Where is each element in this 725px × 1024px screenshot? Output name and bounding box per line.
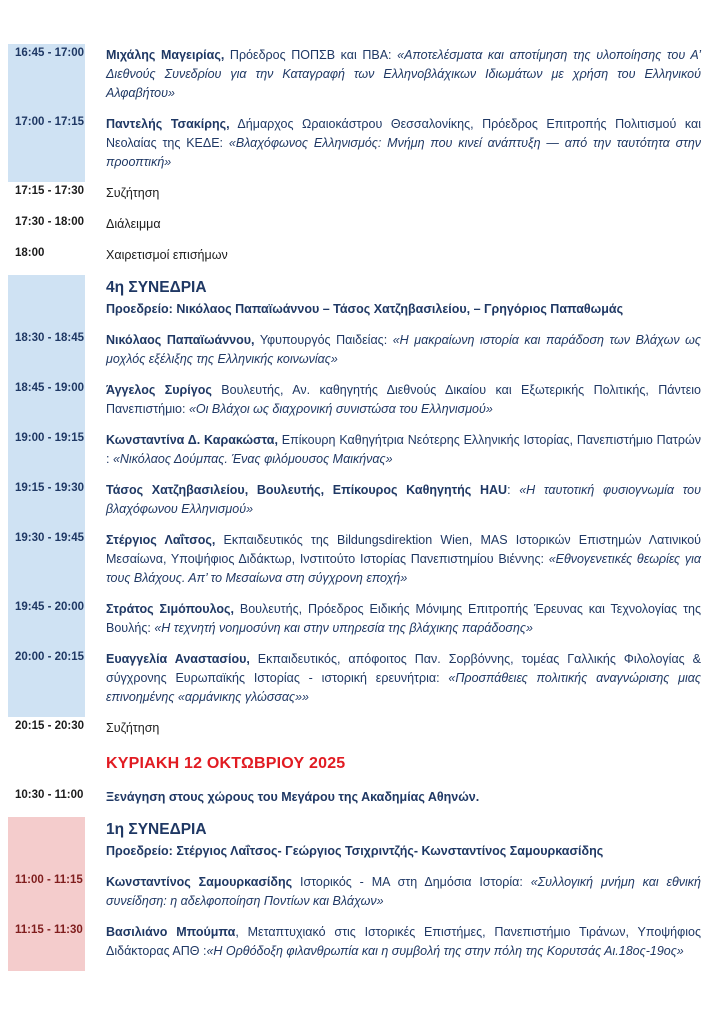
speaker-role: Δήμαρχος Ωραιοκάστρου Θεσσαλονίκης, Πρόεδρος Επιτροπής Πολιτισμού και Νεολαίας της ΚΕΔΕ: (106, 117, 701, 150)
talk-title: «Οι Βλάχοι ως διαχρονική συνιστώσα του Ελληνισμού» (188, 402, 493, 416)
time-label: 17:00 - 17:15 (8, 113, 85, 182)
schedule-row (8, 748, 701, 786)
talk-title: «Εθνογενετικές θεωρίες για τους Βλάχους. Απ’ το Μεσαίωνα στη σύγχρονη εποχή» (106, 552, 701, 585)
schedule-group (8, 275, 701, 717)
row-content (106, 921, 701, 971)
schedule-row (8, 329, 701, 379)
time-label (8, 275, 85, 329)
schedule-row (8, 275, 701, 329)
schedule-group (8, 717, 701, 817)
row-content (106, 275, 701, 329)
row-content (106, 113, 701, 182)
speaker-name: Στέργιος Λαΐτσος, (106, 533, 216, 547)
talk-title: «Νικόλαος Δούμπας. Ένας φιλόμουσος Μαικήνας» (112, 452, 393, 466)
speaker-role: : (507, 483, 520, 497)
talk-title: «Συλλογική μνήμη και εθνική συνείδηση: η αδελφοποίηση Ποντίων και Βλάχων» (106, 875, 701, 908)
time-label: 19:00 - 19:15 (8, 429, 85, 479)
schedule-row (8, 429, 701, 479)
session-title: 4η ΣΥΝΕΔΡΙΑ (106, 279, 207, 296)
talk-title: «Προσπάθειες πολιτικής αναγνώρισης μιας επινοημένης «αρμάνικης γλώσσας»» (106, 671, 701, 704)
schedule-row (8, 44, 701, 113)
time-label: 19:45 - 20:00 (8, 598, 85, 648)
session-title: 1η ΣΥΝΕΔΡΙΑ (106, 821, 207, 838)
time-label: 17:30 - 18:00 (15, 216, 85, 228)
schedule-row (8, 213, 701, 244)
schedule-row (8, 648, 701, 717)
time-label: 19:30 - 19:45 (8, 529, 85, 598)
speaker-role: , Μεταπτυχιακό στις Ιστορικές Επιστήμες, Πανεπιστήμιο Τιράνων, Υποψήφιος Διδάκτορας ΑΠΘ : (106, 925, 701, 958)
row-content (106, 213, 701, 244)
schedule-row (8, 479, 701, 529)
row-content (106, 817, 701, 871)
row-content (106, 379, 701, 429)
talk-title: «Η ταυτοτική φυσιογνωμία του βλαχόφωνου Ελληνισμού» (106, 483, 701, 516)
speaker-name: Άγγελος Συρίγος (106, 383, 212, 397)
schedule-row (8, 786, 701, 817)
date-header: ΚΥΡΙΑΚΗ 12 ΟΚΤΩΒΡΙΟΥ 2025 (106, 755, 346, 772)
row-content (106, 44, 701, 113)
speaker-name: Ευαγγελία Αναστασίου, (106, 652, 250, 666)
speaker-role: Βουλευτής, Αν. καθηγητής Διεθνούς Δικαίου και Εξωτερικής Πολιτικής, Πάντειο Πανεπιστήμιο: (106, 383, 701, 416)
time-label (8, 817, 85, 871)
schedule-row (8, 871, 701, 921)
row-content (106, 717, 701, 748)
talk-title: «Η μακραίωνη ιστορία και παράδοση των Βλάχων ως μοχλός εξέλιξης της Ελληνικής κοινωνίας» (106, 333, 701, 366)
schedule-group (8, 817, 701, 971)
schedule-row (8, 379, 701, 429)
talk-title: «Η τεχνητή νοημοσύνη και στην υπηρεσία της βλάχικης παράδοσης» (154, 621, 533, 635)
speaker-name: Κωνσταντίνος Σαμουρκασίδης (106, 875, 293, 889)
row-text: Διάλειμμα (106, 217, 161, 231)
schedule-group (8, 44, 701, 182)
row-text: Χαιρετισμοί επισήμων (106, 248, 228, 262)
row-text: Συζήτηση (106, 186, 160, 200)
schedule-row (8, 717, 701, 748)
speaker-role: Πρόεδρος ΠΟΠΣΒ και ΠΒΑ: (224, 48, 398, 62)
row-text: Συζήτηση (106, 721, 160, 735)
session-chairs: Προεδρείο: Στέργιος Λαΐτσος- Γεώργιος Τσιχριντζής- Κωνσταντίνος Σαμουρκασίδης (106, 844, 604, 858)
talk-title: «Βλαχόφωνος Ελληνισμός: Μνήμη που κινεί ανάπτυξη — από την ταυτότητα στην προοπτική» (106, 136, 702, 169)
schedule-row (8, 598, 701, 648)
speaker-name: Κωνσταντίνα Δ. Καρακώστα, (106, 433, 278, 447)
speaker-name: Βασιλιάνο Μπούμπα (106, 925, 236, 939)
row-content (106, 329, 701, 379)
schedule-row (8, 921, 701, 971)
speaker-name: Μιχάλης Μαγειρίας, (106, 48, 225, 62)
row-content (106, 182, 701, 213)
row-content (106, 244, 701, 275)
schedule (8, 44, 701, 971)
talk-title: «Αποτελέσματα και αποτίμηση της υλοποίησης του Α’ Διεθνούς Συνεδρίου για την Καταγραφή των Ελληνοβλάχικων Ιδιωμάτων με χρήση του Ελληνικού Αλφαβήτου» (106, 48, 701, 100)
session-chairs: Προεδρείο: Νικόλαος Παπαϊωάννου – Τάσος Χατζηβασιλείου, – Γρηγόριος Παπαθωμάς (106, 302, 624, 316)
speaker-role: Εκπαιδευτικός της Bildungsdirektion Wien, MAS Ιστορικών Επιστημών Λατινικού Μεσαίωνα, Υποψήφιος Διδάκτωρ, Ινστιτούτο Ιστορίας Πανεπιστημίου Βιέννης: (106, 533, 701, 566)
schedule-row (8, 529, 701, 598)
speaker-name: Τάσος Χατζηβασιλείου, Βουλευτής, Επίκουρος Καθηγητής HAU (106, 483, 508, 497)
time-label: 18:45 - 19:00 (8, 379, 85, 429)
schedule-row (8, 244, 701, 275)
schedule-group (8, 182, 701, 275)
speaker-name: Νικόλαος Παπαϊωάννου, (106, 333, 255, 347)
speaker-role: Εκπαιδευτικός, απόφοιτος Παν. Σορβόννης, τομέας Γαλλικής Φιλολογίας & σύγχρονης Ευρωπαϊκής Ιστορίας - ιστορική ερευνήτρια: (106, 652, 701, 685)
speaker-role: Ιστορικός - ΜΑ στη Δημόσια Ιστορία: (292, 875, 531, 889)
time-label: 16:45 - 17:00 (8, 44, 85, 113)
speaker-name: Στράτος Σιμόπουλος, (106, 602, 234, 616)
schedule-row (8, 113, 701, 182)
row-content (106, 479, 701, 529)
row-content (106, 529, 701, 598)
row-content (106, 786, 701, 817)
schedule-row (8, 817, 701, 871)
time-label: 11:15 - 11:30 (8, 921, 85, 971)
time-label: 10:30 - 11:00 (15, 789, 84, 801)
row-content (106, 429, 701, 479)
time-label: 18:30 - 18:45 (8, 329, 85, 379)
time-label: 20:15 - 20:30 (15, 720, 85, 732)
schedule-row (8, 182, 701, 213)
row-content (106, 598, 701, 648)
speaker-role: Υφυπουργός Παιδείας: (254, 333, 393, 347)
row-content (106, 871, 701, 921)
row-text: Ξενάγηση στους χώρους του Μεγάρου της Ακαδημίας Αθηνών. (106, 790, 480, 804)
time-label: 18:00 (15, 247, 45, 259)
speaker-role: Βουλευτής, Πρόεδρος Ειδικής Μόνιμης Επιτροπής Έρευνας και Τεχνολογίας της Βουλής: (106, 602, 701, 635)
talk-title: «Η Ορθόδοξη φιλανθρωπία και η συμβολή της στην πόλη της Κορυτσάς Αι.18ος-19ος» (206, 944, 684, 958)
time-label: 20:00 - 20:15 (8, 648, 85, 717)
row-content (106, 748, 701, 786)
speaker-name: Παντελής Τσακίρης, (106, 117, 230, 131)
time-label: 11:00 - 11:15 (8, 871, 85, 921)
row-content (106, 648, 701, 717)
time-label: 19:15 - 19:30 (8, 479, 85, 529)
time-label (8, 748, 85, 786)
time-label: 17:15 - 17:30 (15, 185, 85, 197)
speaker-role: Επίκουρη Καθηγήτρια Νεότερης Ελληνικής Ιστορίας, Πανεπιστήμιο Πατρών : (106, 433, 701, 466)
